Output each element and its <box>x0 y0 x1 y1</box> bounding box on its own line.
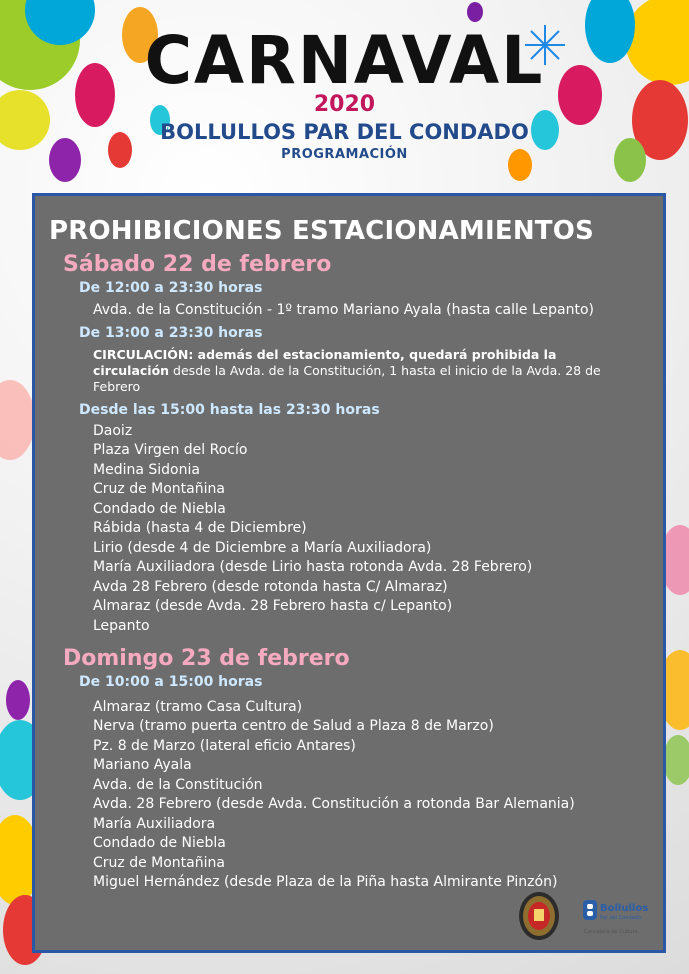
town-seal-icon <box>517 891 561 941</box>
sunday-heading: Domingo 23 de febrero <box>63 646 350 671</box>
prohibitions-panel <box>32 193 666 953</box>
carnival-title: CARNAVAL <box>144 22 545 99</box>
list-item: Pz. 8 de Marzo (lateral eficio Antares) <box>93 738 356 754</box>
saturday-heading: Sábado 22 de febrero <box>63 252 332 277</box>
list-item: María Auxiliadora (desde Lirio hasta rotonda Avda. 28 Febrero) <box>93 559 533 575</box>
circulation-note <box>93 347 649 395</box>
saturday-slot2-hours: De 13:00 a 23:30 horas <box>79 325 263 341</box>
list-item: Rábida (hasta 4 de Diciembre) <box>93 520 307 536</box>
panel-title: PROHIBICIONES ESTACIONAMIENTOS <box>49 216 594 246</box>
list-item: Mariano Ayala <box>93 757 192 773</box>
list-item: Cruz de Montañina <box>93 855 225 871</box>
list-item: María Auxiliadora <box>93 816 216 832</box>
list-item: Almaraz (desde Avda. 28 Febrero hasta c/ Lepanto) <box>93 598 453 614</box>
list-item: Condado de Niebla <box>93 835 226 851</box>
list-item: Lirio (desde 4 de Diciembre a María Auxiliadora) <box>93 540 432 556</box>
circulation-note-bold-2: circulación <box>93 363 170 378</box>
circulation-note-bold: CIRCULACIÓN: además del estacionamiento, quedará prohibida la <box>93 347 557 362</box>
year: 2020 <box>313 92 376 117</box>
list-item: Medina Sidonia <box>93 462 200 478</box>
saturday-slot3-hours: Desde las 15:00 hasta las 23:30 horas <box>79 402 380 418</box>
list-item: Avda. de la Constitución - 1º tramo Mariano Ayala (hasta calle Lepanto) <box>93 302 594 318</box>
list-item: Cruz de Montañina <box>93 481 225 497</box>
programacion-label: PROGRAMACIÓN <box>281 147 408 162</box>
sunday-slot1-hours: De 10:00 a 15:00 horas <box>79 674 263 690</box>
list-item: Condado de Niebla <box>93 501 226 517</box>
town-name: BOLLULLOS PAR DEL CONDADO <box>160 120 529 144</box>
list-item: Avda 28 Febrero (desde rotonda hasta C/ Almaraz) <box>93 579 448 595</box>
b-logo-icon <box>582 899 598 921</box>
logo-name: Bollullos <box>600 903 649 914</box>
list-item: Lepanto <box>93 618 150 634</box>
bollullos-logo <box>580 893 670 943</box>
list-item: Daoiz <box>93 423 133 439</box>
list-item: Nerva (tramo puerta centro de Salud a Plaza 8 de Marzo) <box>93 718 494 734</box>
saturday-slot1-hours: De 12:00 a 23:30 horas <box>79 280 263 296</box>
list-item: Plaza Virgen del Rocío <box>93 442 248 458</box>
logo-subtitle: Par del Condado <box>600 915 641 921</box>
circulation-note-text: desde la Avda. de la Constitución, 1 hasta el inicio de la Avda. 28 de Febrero <box>93 363 601 394</box>
list-item: Miguel Hernández (desde Plaza de la Piña hasta Almirante Pinzón) <box>93 874 558 890</box>
header <box>0 0 689 190</box>
list-item: Almaraz (tramo Casa Cultura) <box>93 699 303 715</box>
list-item: Avda. 28 Febrero (desde Avda. Constitución a rotonda Bar Alemania) <box>93 796 575 812</box>
list-item: Avda. de la Constitución <box>93 777 263 793</box>
logo-department: Concejalía de Cultura <box>584 929 638 935</box>
